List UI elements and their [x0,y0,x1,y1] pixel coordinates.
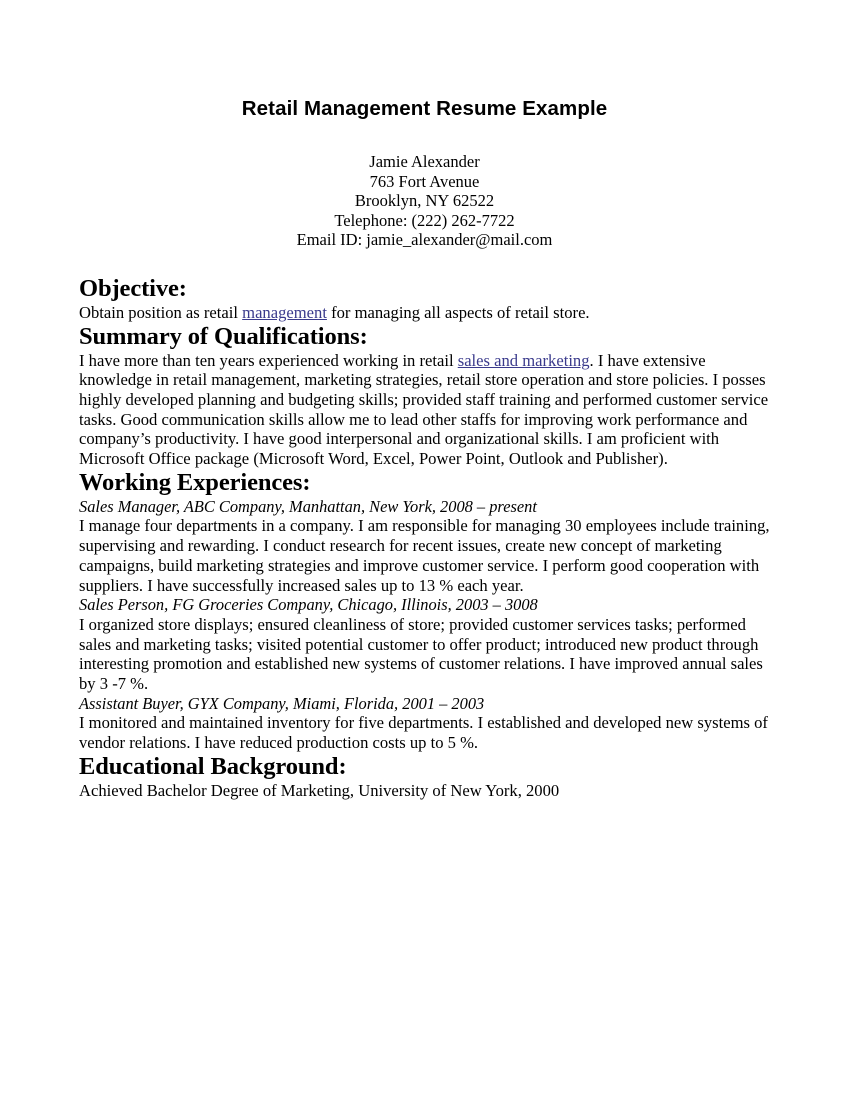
objective-text-after-link: for managing all aspects of retail store. [326,302,590,322]
contact-block [0,152,849,250]
page-title: Retail Management Resume Example [241,97,608,120]
objective-text-before-link: Obtain position as retail [79,302,243,322]
job-description: I monitored and maintained inventory for five departments. I established and developed new systems of vendor relations. I have reduced production costs up to 5 %. [79,713,768,753]
objective-text [79,303,773,323]
job-title-line: Sales Manager, ABC Company, Manhattan, New York, 2008 – present [79,496,537,516]
contact-name: Jamie Alexander [369,152,480,171]
summary-text-after-link: . I have extensive knowledge in retail management, marketing strategies, retail store operation and store policies. I posses highly developed planning and budgeting skills; provided staff training and performed customer service tasks. Good communication skills allow me to lead other staffs for improving work performance and company’s productivity. I have good interpersonal and organizational skills. I am proficient with Microsoft Office package (Microsoft Word, Excel, Power Point, Outlook and Publisher). [79,350,769,469]
summary-text [79,351,773,469]
job-title-line: Assistant Buyer, GYX Company, Miami, Florida, 2001 – 2003 [79,693,485,713]
contact-street: 763 Fort Avenue [369,171,480,191]
job-description: I organized store displays; ensured cleanliness of store; provided customer services tasks; performed sales and marketing tasks; visited potential customer to offer product; introduced new product through interesting promotion and established new systems of customer relations. I have improved annual sales by 3 -7 %. [79,614,763,694]
management-link[interactable]: management [242,302,327,322]
section-heading-objective: Objective: [79,275,187,302]
section-heading-experience: Working Experiences: [79,468,311,496]
section-heading-summary: Summary of Qualifications: [79,322,368,350]
resume-body [79,275,773,800]
contact-city: Brooklyn, NY 62522 [354,191,495,211]
contact-email: Email ID: jamie_alexander@mail.com [296,230,553,250]
job-title-line: Sales Person, FG Groceries Company, Chicago, Illinois, 2003 – 3008 [79,595,538,615]
summary-text-before-link: I have more than ten years experienced working in retail [79,350,458,370]
contact-telephone: Telephone: (222) 262-7722 [334,210,515,230]
sales-and-marketing-link[interactable]: sales and marketing [457,350,590,370]
education-text: Achieved Bachelor Degree of Marketing, University of New York, 2000 [79,780,560,800]
section-heading-education: Educational Background: [79,752,347,780]
job-description: I manage four departments in a company. I am responsible for managing 30 employees include training, supervising and rewarding. I conduct research for recent issues, create new concept of marketing campaigns, build marketing strategies and improve customer service. I perform good cooperation with suppliers. I have successfully increased sales up to 13 % each year. [79,516,770,595]
